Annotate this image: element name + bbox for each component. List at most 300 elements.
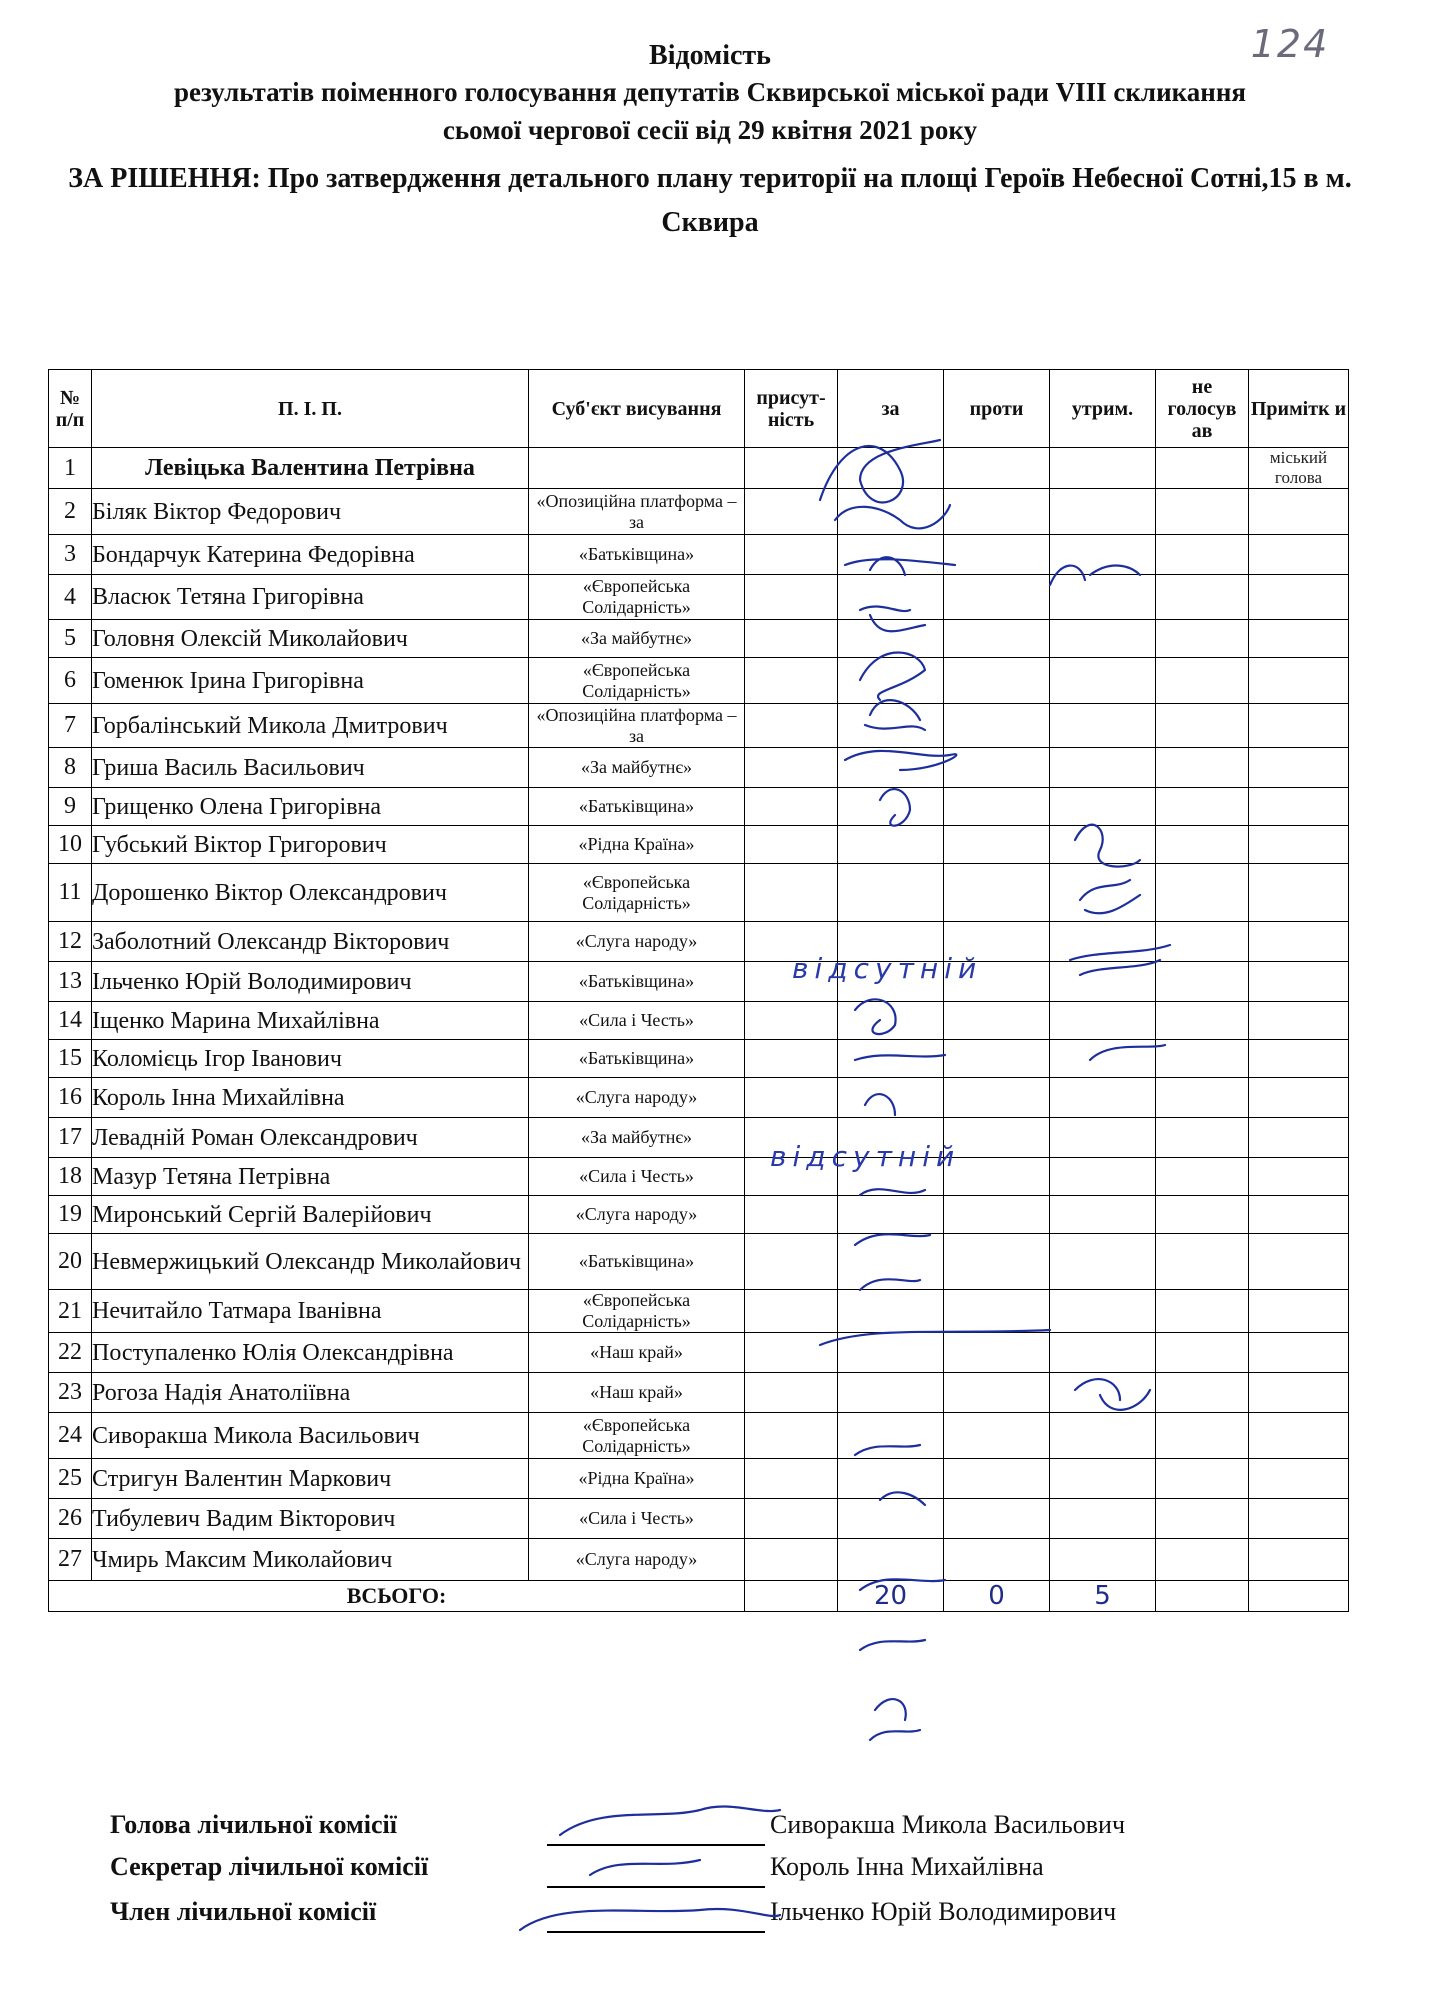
row-number: 10 [49,826,92,864]
document-title: Відомість [649,40,771,71]
signature-scribble [870,1730,920,1740]
table-row [49,826,1349,864]
nominating-party: «Наш край» [529,1333,745,1373]
vote-abstain-cell [1050,788,1156,826]
note-cell: міський голова [1249,448,1349,489]
vote-against-cell [944,1234,1050,1290]
deputy-name: Власюк Тетяна Григорівна [92,575,529,620]
did-not-vote-cell [1156,748,1249,788]
table-row [49,962,1349,1002]
note-cell [1249,1333,1349,1373]
total-against: 0 [944,1581,1050,1612]
did-not-vote-cell [1156,1539,1249,1581]
vote-for-cell [838,1373,944,1413]
did-not-vote-cell [1156,489,1249,535]
deputy-name: Дорошенко Віктор Олександрович [92,864,529,922]
table-row [49,1196,1349,1234]
did-not-vote-cell [1156,1459,1249,1499]
vote-abstain-cell [1050,748,1156,788]
vote-against-cell [944,620,1050,658]
deputy-name: Тибулевич Вадим Вікторович [92,1499,529,1539]
vote-against-cell [944,864,1050,922]
table-row [49,1459,1349,1499]
nominating-party: «Опозиційна платформа – за [529,489,745,535]
presence-cell [745,826,838,864]
did-not-vote-cell [1156,535,1249,575]
table-body [49,448,1349,1612]
nominating-party: «За майбутнє» [529,748,745,788]
note-cell [1249,922,1349,962]
vote-abstain-cell [1050,575,1156,620]
vote-against-cell [944,535,1050,575]
vote-against-cell [944,1002,1050,1040]
deputy-name: Заболотний Олександр Вікторович [92,922,529,962]
vote-against-cell [944,1459,1050,1499]
note-cell [1249,1373,1349,1413]
presence-cell [745,575,838,620]
nominating-party: «Слуга народу» [529,1078,745,1118]
did-not-vote-cell [1156,1333,1249,1373]
nominating-party: «Рідна Країна» [529,826,745,864]
did-not-vote-cell [1156,1499,1249,1539]
deputy-name: Миронський Сергій Валерійович [92,1196,529,1234]
handwritten-absent-note: відсутній [792,952,983,985]
column-header: Суб'єкт висування [529,370,745,448]
row-number: 24 [49,1413,92,1459]
voting-table [48,369,1349,1612]
did-not-vote-cell [1156,1413,1249,1459]
row-number: 13 [49,962,92,1002]
document-subtitle: результатів поіменного голосування депутатів Сквирської міської ради VIII скликання [173,77,1247,107]
vote-against-cell [944,575,1050,620]
vote-for-cell [838,448,944,489]
column-header: проти [944,370,1050,448]
vote-for-cell [838,1040,944,1078]
row-number: 18 [49,1158,92,1196]
presence-cell [745,1002,838,1040]
table-row [49,575,1349,620]
commission-secretary [110,1852,1230,1894]
column-header: Примітк и [1249,370,1349,448]
vote-against-cell [944,1040,1050,1078]
nominating-party: «Сила і Честь» [529,1499,745,1539]
did-not-vote-cell [1156,962,1249,1002]
presence-cell [745,1413,838,1459]
deputy-name: Губський Віктор Григорович [92,826,529,864]
table-row [49,620,1349,658]
deputy-name: Невмержицький Олександр Миколайович [92,1234,529,1290]
presence-cell [745,489,838,535]
note-cell [1249,1002,1349,1040]
deputy-name: Коломієць Ігор Іванович [92,1040,529,1078]
did-not-vote-cell [1156,1234,1249,1290]
note-cell [1249,788,1349,826]
note-cell [1249,864,1349,922]
vote-against-cell [944,826,1050,864]
deputy-name: Гоменюк Ірина Григорівна [92,658,529,704]
vote-against-cell [944,1078,1050,1118]
nominating-party [529,448,745,489]
commission-role: Голова лічильної комісії [110,1810,397,1839]
note-cell [1249,1196,1349,1234]
signature-scribble [860,1640,925,1650]
row-number: 2 [49,489,92,535]
row-number: 8 [49,748,92,788]
commission-member-name: Король Інна Михайлівна [770,1852,1044,1881]
deputy-name: Ільченко Юрій Володимирович [92,962,529,1002]
nominating-party: «Батьківщина» [529,962,745,1002]
row-number: 25 [49,1459,92,1499]
table-row [49,748,1349,788]
note-cell [1249,1459,1349,1499]
vote-against-cell [944,1413,1050,1459]
vote-for-cell [838,1459,944,1499]
did-not-vote-cell [1156,1196,1249,1234]
vote-abstain-cell [1050,1002,1156,1040]
vote-for-cell [838,704,944,748]
vote-abstain-cell [1050,1413,1156,1459]
column-header: присут-ність [745,370,838,448]
table-row [49,788,1349,826]
nominating-party: «Рідна Країна» [529,1459,745,1499]
signature-line [547,1886,765,1888]
note-cell [1249,1158,1349,1196]
commission-member-name: Сиворакша Микола Васильович [770,1810,1126,1839]
table-row [49,1539,1349,1581]
vote-abstain-cell [1050,1078,1156,1118]
deputy-name: Мазур Тетяна Петрівна [92,1158,529,1196]
presence-cell [745,620,838,658]
vote-against-cell [944,788,1050,826]
presence-cell [745,658,838,704]
column-header: № п/п [49,370,92,448]
vote-for-cell [838,826,944,864]
note-cell [1249,535,1349,575]
row-number: 26 [49,1499,92,1539]
vote-abstain-cell [1050,1499,1156,1539]
vote-abstain-cell [1050,1333,1156,1373]
vote-abstain-cell [1050,620,1156,658]
nominating-party: «Батьківщина» [529,788,745,826]
vote-against-cell [944,1499,1050,1539]
decision-title: ЗА РІШЕННЯ: Про затвердження детального плану території на площі Героїв Небесної Сотні,15 в м. Сквира [68,163,1352,238]
nominating-party: «Європейська Солідарність» [529,575,745,620]
note-cell [1249,1040,1349,1078]
did-not-vote-cell [1156,448,1249,489]
note-cell [1249,1234,1349,1290]
deputy-name: Біляк Віктор Федорович [92,489,529,535]
vote-abstain-cell [1050,1290,1156,1333]
row-number: 22 [49,1333,92,1373]
presence-cell [745,1078,838,1118]
handwritten-absent-note: відсутній [770,1140,961,1173]
note-cell [1249,962,1349,1002]
vote-against-cell [944,1290,1050,1333]
row-number: 6 [49,658,92,704]
vote-abstain-cell [1050,1040,1156,1078]
nominating-party: «Європейська Солідарність» [529,1290,745,1333]
did-not-vote-cell [1156,1040,1249,1078]
presence-cell [745,1040,838,1078]
note-cell [1249,1499,1349,1539]
deputy-name: Стригун Валентин Маркович [92,1459,529,1499]
deputy-name: Грищенко Олена Григорівна [92,788,529,826]
vote-abstain-cell [1050,1118,1156,1158]
table-row [49,1118,1349,1158]
nominating-party: «Слуга народу» [529,1196,745,1234]
row-number: 11 [49,864,92,922]
did-not-vote-cell [1156,575,1249,620]
did-not-vote-cell [1156,1290,1249,1333]
deputy-name: Іщенко Марина Михайлівна [92,1002,529,1040]
deputy-name: Левіцька Валентина Петрівна [92,448,529,489]
note-cell [1249,1078,1349,1118]
column-header: П. І. П. [92,370,529,448]
table-row [49,658,1349,704]
note-cell [1249,575,1349,620]
nominating-party: «За майбутнє» [529,620,745,658]
deputy-name: Поступаленко Юлія Олександрівна [92,1333,529,1373]
vote-for-cell [838,864,944,922]
session-line: сьомої чергової сесії від 29 квітня 2021 року [442,115,978,145]
deputy-name: Рогоза Надія Анатоліївна [92,1373,529,1413]
row-number: 3 [49,535,92,575]
did-not-vote-cell [1156,826,1249,864]
vote-for-cell [838,1539,944,1581]
table-row [49,1499,1349,1539]
table-row [49,1333,1349,1373]
vote-for-cell [838,489,944,535]
did-not-vote-cell [1156,1158,1249,1196]
vote-against-cell [944,489,1050,535]
commission-role: Член лічильної комісії [110,1897,377,1926]
nominating-party: «Сила і Честь» [529,1002,745,1040]
table-row [49,1290,1349,1333]
page-number: 124 [1250,22,1330,66]
vote-abstain-cell [1050,864,1156,922]
presence-cell [745,788,838,826]
row-number: 1 [49,448,92,489]
presence-cell [745,1234,838,1290]
vote-against-cell [944,1196,1050,1234]
table-row [49,1078,1349,1118]
did-not-vote-cell [1156,788,1249,826]
presence-cell [745,448,838,489]
row-number: 17 [49,1118,92,1158]
vote-for-cell [838,1002,944,1040]
note-cell [1249,1118,1349,1158]
vote-for-cell [838,1290,944,1333]
vote-abstain-cell [1050,489,1156,535]
nominating-party: «Наш край» [529,1373,745,1413]
vote-for-cell [838,1333,944,1373]
signature-scribble [875,1699,906,1720]
row-number: 21 [49,1290,92,1333]
table-header-row [49,370,1349,448]
row-number: 14 [49,1002,92,1040]
row-number: 23 [49,1373,92,1413]
presence-cell [745,1290,838,1333]
table-row [49,489,1349,535]
table-row [49,1413,1349,1459]
vote-against-cell [944,1539,1050,1581]
table-row [49,1040,1349,1078]
presence-cell [745,748,838,788]
presence-cell [745,1373,838,1413]
deputy-name: Левадній Роман Олександрович [92,1118,529,1158]
row-number: 4 [49,575,92,620]
did-not-vote-cell [1156,1118,1249,1158]
nominating-party: «Європейська Солідарність» [529,864,745,922]
vote-abstain-cell [1050,1459,1156,1499]
vote-abstain-cell [1050,704,1156,748]
presence-cell [745,704,838,748]
vote-abstain-cell [1050,1196,1156,1234]
vote-abstain-cell [1050,1234,1156,1290]
vote-for-cell [838,1078,944,1118]
vote-for-cell [838,575,944,620]
commission-head [110,1810,1230,1852]
vote-abstain-cell [1050,826,1156,864]
vote-abstain-cell [1050,922,1156,962]
note-cell [1249,1539,1349,1581]
presence-cell [745,1539,838,1581]
note-cell [1249,489,1349,535]
presence-cell [745,864,838,922]
deputy-name: Головня Олексій Миколайович [92,620,529,658]
did-not-vote-cell [1156,620,1249,658]
nominating-party: «Батьківщина» [529,1040,745,1078]
deputy-name: Чмирь Максим Миколайович [92,1539,529,1581]
totals-label: ВСЬОГО: [49,1581,745,1612]
vote-abstain-cell [1050,448,1156,489]
vote-against-cell [944,1373,1050,1413]
total-did-not-vote [1156,1581,1249,1612]
nominating-party: «Слуга народу» [529,1539,745,1581]
vote-against-cell [944,748,1050,788]
row-number: 27 [49,1539,92,1581]
row-number: 20 [49,1234,92,1290]
nominating-party: «За майбутнє» [529,1118,745,1158]
signature-line [547,1931,765,1933]
row-number: 9 [49,788,92,826]
did-not-vote-cell [1156,1373,1249,1413]
note-cell [1249,658,1349,704]
did-not-vote-cell [1156,658,1249,704]
presence-cell [745,1196,838,1234]
vote-for-cell [838,1196,944,1234]
table-row [49,922,1349,962]
vote-for-cell [838,1234,944,1290]
did-not-vote-cell [1156,1078,1249,1118]
note-cell [1249,1290,1349,1333]
note-cell [1249,748,1349,788]
nominating-party: «Слуга народу» [529,922,745,962]
row-number: 7 [49,704,92,748]
row-number: 15 [49,1040,92,1078]
nominating-party: «Європейська Солідарність» [529,1413,745,1459]
total-presence [745,1581,838,1612]
commission-member-name: Ільченко Юрій Володимирович [770,1897,1117,1926]
vote-for-cell [838,748,944,788]
did-not-vote-cell [1156,1002,1249,1040]
nominating-party: «Сила і Честь» [529,1158,745,1196]
vote-for-cell [838,788,944,826]
presence-cell [745,1333,838,1373]
did-not-vote-cell [1156,704,1249,748]
total-abstain: 5 [1050,1581,1156,1612]
vote-abstain-cell [1050,1373,1156,1413]
table-row [49,1234,1349,1290]
vote-against-cell [944,658,1050,704]
presence-cell [745,1459,838,1499]
vote-abstain-cell [1050,962,1156,1002]
totals-row [49,1581,1349,1612]
deputy-name: Нечитайло Татмара Іванівна [92,1290,529,1333]
deputy-name: Гриша Василь Васильович [92,748,529,788]
vote-for-cell [838,658,944,704]
total-for: 20 [838,1581,944,1612]
column-header: утрим. [1050,370,1156,448]
vote-abstain-cell [1050,658,1156,704]
total-notes [1249,1581,1349,1612]
row-number: 12 [49,922,92,962]
table-row [49,1002,1349,1040]
deputy-name: Бондарчук Катерина Федорівна [92,535,529,575]
table-row [49,704,1349,748]
vote-for-cell [838,1499,944,1539]
nominating-party: «Батьківщина» [529,535,745,575]
commission-member [110,1897,1230,1939]
deputy-name: Сиворакша Микола Васильович [92,1413,529,1459]
commission-role: Секретар лічильної комісії [110,1852,429,1881]
signature-line [547,1844,765,1846]
table-row [49,535,1349,575]
table-row [49,1373,1349,1413]
vote-against-cell [944,704,1050,748]
table-row [49,448,1349,489]
vote-abstain-cell [1050,1158,1156,1196]
deputy-name: Король Інна Михайлівна [92,1078,529,1118]
column-header: не голосув ав [1156,370,1249,448]
presence-cell [745,1499,838,1539]
vote-for-cell [838,620,944,658]
table-row [49,864,1349,922]
nominating-party: «Європейська Солідарність» [529,658,745,704]
vote-abstain-cell [1050,1539,1156,1581]
table-row [49,1158,1349,1196]
note-cell [1249,620,1349,658]
did-not-vote-cell [1156,922,1249,962]
nominating-party: «Батьківщина» [529,1234,745,1290]
row-number: 19 [49,1196,92,1234]
presence-cell [745,535,838,575]
vote-abstain-cell [1050,535,1156,575]
row-number: 16 [49,1078,92,1118]
did-not-vote-cell [1156,864,1249,922]
vote-for-cell [838,535,944,575]
nominating-party: «Опозиційна платформа – за [529,704,745,748]
vote-for-cell [838,1413,944,1459]
note-cell [1249,826,1349,864]
vote-against-cell [944,448,1050,489]
note-cell [1249,704,1349,748]
deputy-name: Горбалінський Микола Дмитрович [92,704,529,748]
vote-against-cell [944,1333,1050,1373]
column-header: за [838,370,944,448]
note-cell [1249,1413,1349,1459]
row-number: 5 [49,620,92,658]
